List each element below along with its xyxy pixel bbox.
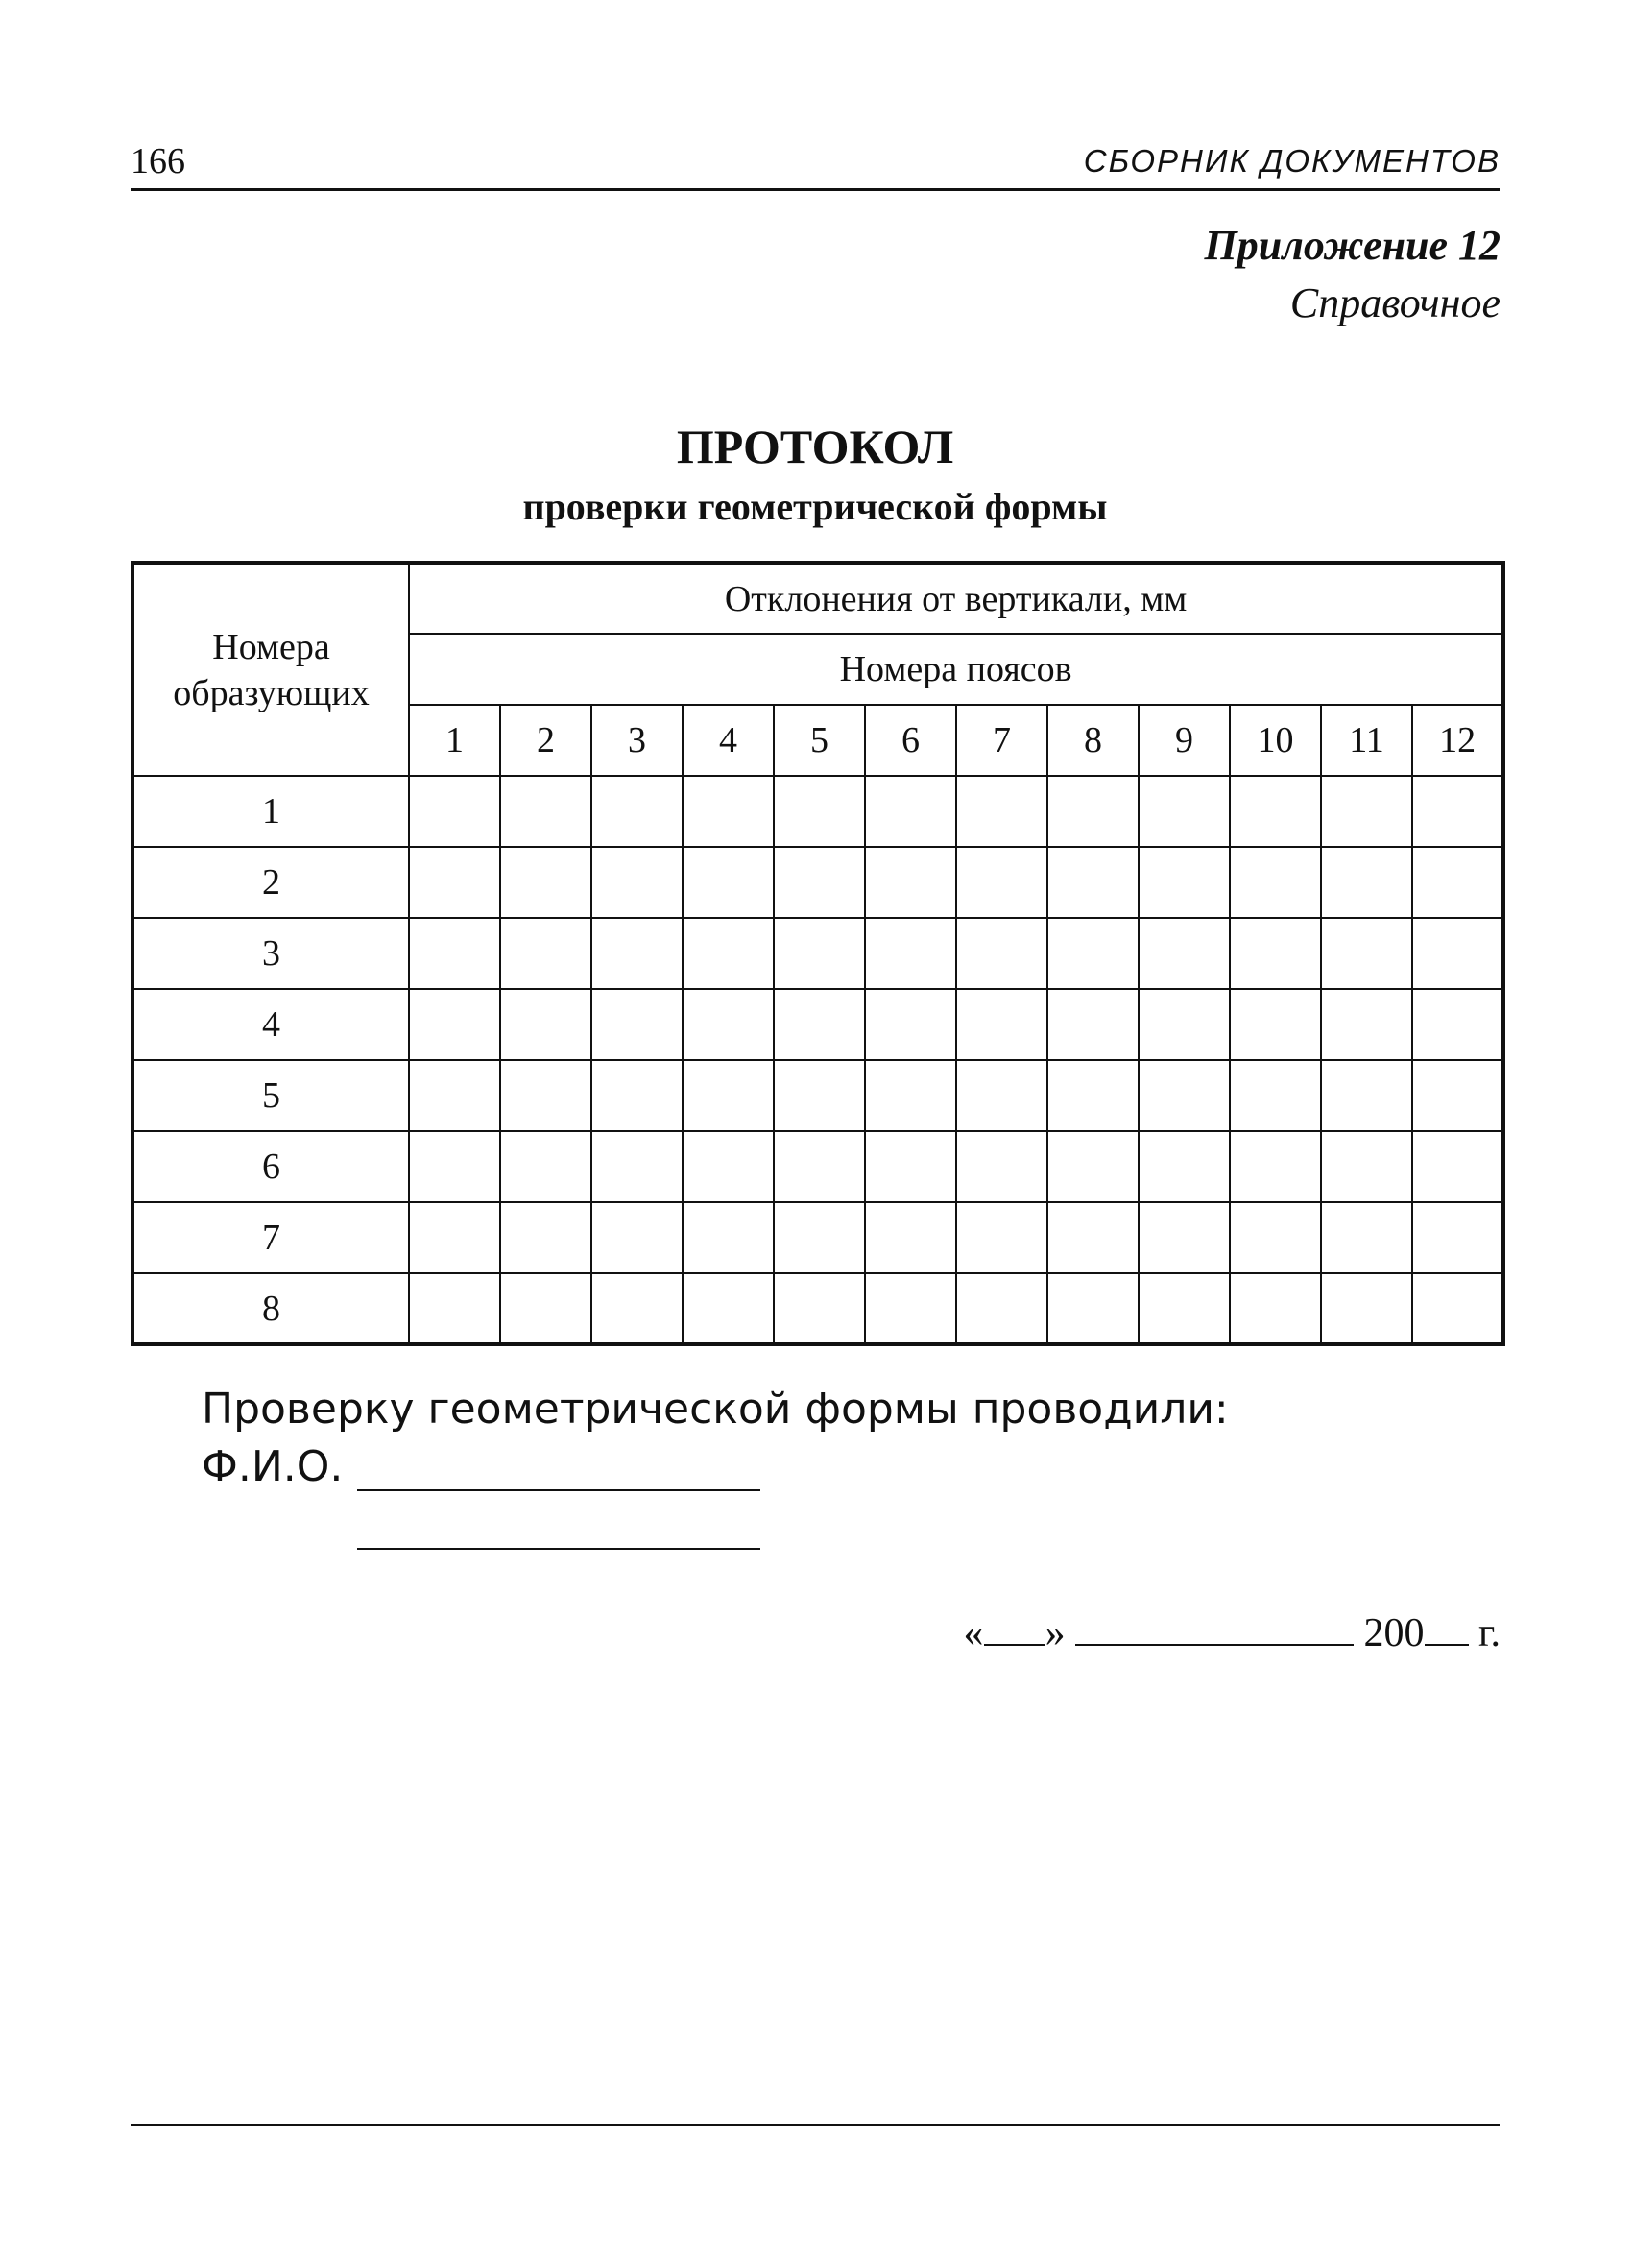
measurement-cell[interactable]	[683, 776, 774, 847]
measurement-cell[interactable]	[591, 989, 683, 1060]
measurement-cell[interactable]	[1047, 776, 1139, 847]
row-number-cell: 6	[132, 1131, 409, 1202]
measurement-cell[interactable]	[1321, 776, 1412, 847]
measurement-cell[interactable]	[956, 776, 1047, 847]
measurement-cell[interactable]	[865, 1202, 956, 1273]
measurement-cell[interactable]	[865, 1060, 956, 1131]
column-number-cell: 2	[500, 705, 591, 776]
measurement-cell[interactable]	[865, 989, 956, 1060]
measurement-cell[interactable]	[1230, 918, 1321, 989]
measurement-cell[interactable]	[500, 1273, 591, 1344]
checked-by-text: Проверку геометрической формы проводили:	[202, 1385, 1229, 1434]
fio-label: Ф.И.О.	[202, 1442, 344, 1491]
measurement-cell[interactable]	[500, 1131, 591, 1202]
appendix-type: Справочное	[1289, 279, 1501, 326]
column-number-cell: 5	[774, 705, 865, 776]
year-suffix: г.	[1478, 1611, 1501, 1655]
measurement-cell[interactable]	[500, 918, 591, 989]
column-number-cell: 6	[865, 705, 956, 776]
measurement-cell[interactable]	[683, 847, 774, 918]
measurement-cell[interactable]	[409, 1273, 500, 1344]
measurement-cell[interactable]	[774, 1060, 865, 1131]
measurement-cell[interactable]	[409, 847, 500, 918]
header-rule	[131, 188, 1500, 191]
measurement-cell[interactable]	[1047, 847, 1139, 918]
column-number-cell: 3	[591, 705, 683, 776]
table-header-row-1	[132, 563, 1503, 634]
measurement-cell[interactable]	[774, 989, 865, 1060]
measurement-cell[interactable]	[865, 1131, 956, 1202]
row-header-cell	[132, 563, 409, 776]
year-blank[interactable]	[1425, 1605, 1469, 1646]
measurement-cell[interactable]	[591, 847, 683, 918]
measurement-cell[interactable]	[591, 1131, 683, 1202]
measurement-cell[interactable]	[1321, 1060, 1412, 1131]
fio-signature-line[interactable]	[357, 1489, 760, 1491]
measurement-cell[interactable]	[956, 847, 1047, 918]
sub-header-cell: Номера поясов	[409, 634, 1503, 705]
page-subtitle: проверки геометрической формы	[522, 485, 1108, 528]
measurement-cell[interactable]	[865, 776, 956, 847]
measurement-cell[interactable]	[683, 989, 774, 1060]
column-number-cell: 10	[1230, 705, 1321, 776]
measurement-cell[interactable]	[956, 1202, 1047, 1273]
measurement-cell[interactable]	[774, 918, 865, 989]
row-number-cell: 5	[132, 1060, 409, 1131]
row-number-cell: 8	[132, 1273, 409, 1344]
measurement-cell[interactable]	[1412, 989, 1503, 1060]
column-number-cell: 7	[956, 705, 1047, 776]
measurement-cell[interactable]	[1139, 776, 1230, 847]
measurement-cell[interactable]	[1230, 1202, 1321, 1273]
table-body	[132, 776, 1503, 1344]
measurement-cell[interactable]	[1139, 1060, 1230, 1131]
measurement-cell[interactable]	[956, 1273, 1047, 1344]
measurement-cell[interactable]	[683, 1273, 774, 1344]
measurement-cell[interactable]	[1412, 1202, 1503, 1273]
measurement-cell[interactable]	[1047, 1273, 1139, 1344]
measurement-cell[interactable]	[500, 1202, 591, 1273]
measurement-cell[interactable]	[1412, 1273, 1503, 1344]
measurement-cell[interactable]	[1139, 918, 1230, 989]
running-title: СБОРНИК ДОКУМЕНТОВ	[1083, 143, 1501, 179]
table-row	[132, 918, 1503, 989]
measurement-cell[interactable]	[591, 1202, 683, 1273]
measurement-cell[interactable]	[1321, 847, 1412, 918]
measurement-cell[interactable]	[591, 918, 683, 989]
measurement-cell[interactable]	[1047, 1060, 1139, 1131]
measurement-cell[interactable]	[774, 1131, 865, 1202]
measurement-cell[interactable]	[956, 1060, 1047, 1131]
protocol-table	[131, 561, 1505, 1346]
date-line	[964, 1605, 1501, 1658]
measurement-cell[interactable]	[774, 1202, 865, 1273]
table-row	[132, 1131, 1503, 1202]
measurement-cell[interactable]	[956, 918, 1047, 989]
measurement-cell[interactable]	[1139, 989, 1230, 1060]
measurement-cell[interactable]	[1321, 1202, 1412, 1273]
appendix-label: Приложение 12	[1204, 222, 1501, 269]
date-open-quote: «	[963, 1611, 984, 1655]
measurement-cell[interactable]	[409, 918, 500, 989]
table-row	[132, 1202, 1503, 1273]
row-number-cell: 3	[132, 918, 409, 989]
measurement-cell[interactable]	[1230, 776, 1321, 847]
table-row	[132, 1060, 1503, 1131]
column-number-cell: 1	[409, 705, 500, 776]
day-blank[interactable]	[984, 1605, 1045, 1646]
bottom-rule	[131, 2124, 1500, 2126]
measurement-cell[interactable]	[1047, 989, 1139, 1060]
measurement-cell[interactable]	[1047, 1202, 1139, 1273]
date-close-quote: »	[1045, 1611, 1066, 1655]
measurement-cell[interactable]	[1412, 847, 1503, 918]
column-number-cell: 11	[1321, 705, 1412, 776]
column-number-cell: 4	[683, 705, 774, 776]
measurement-cell[interactable]	[409, 776, 500, 847]
measurement-cell[interactable]	[500, 776, 591, 847]
measurement-cell[interactable]	[1412, 1131, 1503, 1202]
measurement-cell[interactable]	[865, 1273, 956, 1344]
measurement-cell[interactable]	[1230, 847, 1321, 918]
measurement-cell[interactable]	[591, 776, 683, 847]
page-number: 166	[131, 141, 185, 181]
measurement-cell[interactable]	[774, 1273, 865, 1344]
measurement-cell[interactable]	[683, 1060, 774, 1131]
measurement-cell[interactable]	[409, 1060, 500, 1131]
measurement-cell[interactable]	[1412, 1060, 1503, 1131]
measurement-cell[interactable]	[1321, 1273, 1412, 1344]
measurement-cell[interactable]	[1412, 918, 1503, 989]
measurement-cell[interactable]	[683, 1131, 774, 1202]
measurement-cell[interactable]	[409, 1202, 500, 1273]
year-prefix: 200	[1363, 1611, 1425, 1655]
table-row	[132, 1273, 1503, 1344]
measurement-cell[interactable]	[500, 989, 591, 1060]
measurement-cell[interactable]	[1139, 1273, 1230, 1344]
measurement-cell[interactable]	[956, 989, 1047, 1060]
row-header-line-1: Номера	[212, 626, 330, 667]
measurement-cell[interactable]	[409, 989, 500, 1060]
row-header-line-2: образующих	[173, 672, 370, 713]
measurement-cell[interactable]	[1321, 1131, 1412, 1202]
measurement-cell[interactable]	[591, 1060, 683, 1131]
measurement-cell[interactable]	[956, 1131, 1047, 1202]
measurement-cell[interactable]	[1047, 1131, 1139, 1202]
column-number-cell: 12	[1412, 705, 1503, 776]
measurement-cell[interactable]	[865, 847, 956, 918]
table-row	[132, 776, 1503, 847]
table-row	[132, 989, 1503, 1060]
measurement-cell[interactable]	[1321, 918, 1412, 989]
measurement-cell[interactable]	[1230, 1131, 1321, 1202]
measurement-cell[interactable]	[865, 918, 956, 989]
measurement-cell[interactable]	[1230, 1273, 1321, 1344]
row-number-cell: 1	[132, 776, 409, 847]
measurement-cell[interactable]	[774, 847, 865, 918]
measurement-cell[interactable]	[500, 1060, 591, 1131]
measurement-cell[interactable]	[1047, 918, 1139, 989]
row-number-cell: 2	[132, 847, 409, 918]
row-number-cell: 7	[132, 1202, 409, 1273]
measurement-cell[interactable]	[409, 1131, 500, 1202]
month-blank[interactable]	[1075, 1605, 1354, 1646]
column-number-cell: 8	[1047, 705, 1139, 776]
measurement-cell[interactable]	[591, 1273, 683, 1344]
group-header-cell: Отклонения от вертикали, мм	[409, 563, 1503, 634]
measurement-cell[interactable]	[683, 1202, 774, 1273]
row-number-cell: 4	[132, 989, 409, 1060]
measurement-cell[interactable]	[1230, 989, 1321, 1060]
measurement-cell[interactable]	[1139, 847, 1230, 918]
measurement-cell[interactable]	[683, 918, 774, 989]
fio-signature-line-2[interactable]	[357, 1548, 760, 1550]
page-title: ПРОТОКОЛ	[676, 420, 954, 473]
measurement-cell[interactable]	[774, 776, 865, 847]
measurement-cell[interactable]	[1230, 1060, 1321, 1131]
measurement-cell[interactable]	[1412, 776, 1503, 847]
column-number-cell: 9	[1139, 705, 1230, 776]
table-row	[132, 847, 1503, 918]
measurement-cell[interactable]	[1139, 1131, 1230, 1202]
measurement-cell[interactable]	[1321, 989, 1412, 1060]
measurement-cell[interactable]	[500, 847, 591, 918]
measurement-cell[interactable]	[1139, 1202, 1230, 1273]
